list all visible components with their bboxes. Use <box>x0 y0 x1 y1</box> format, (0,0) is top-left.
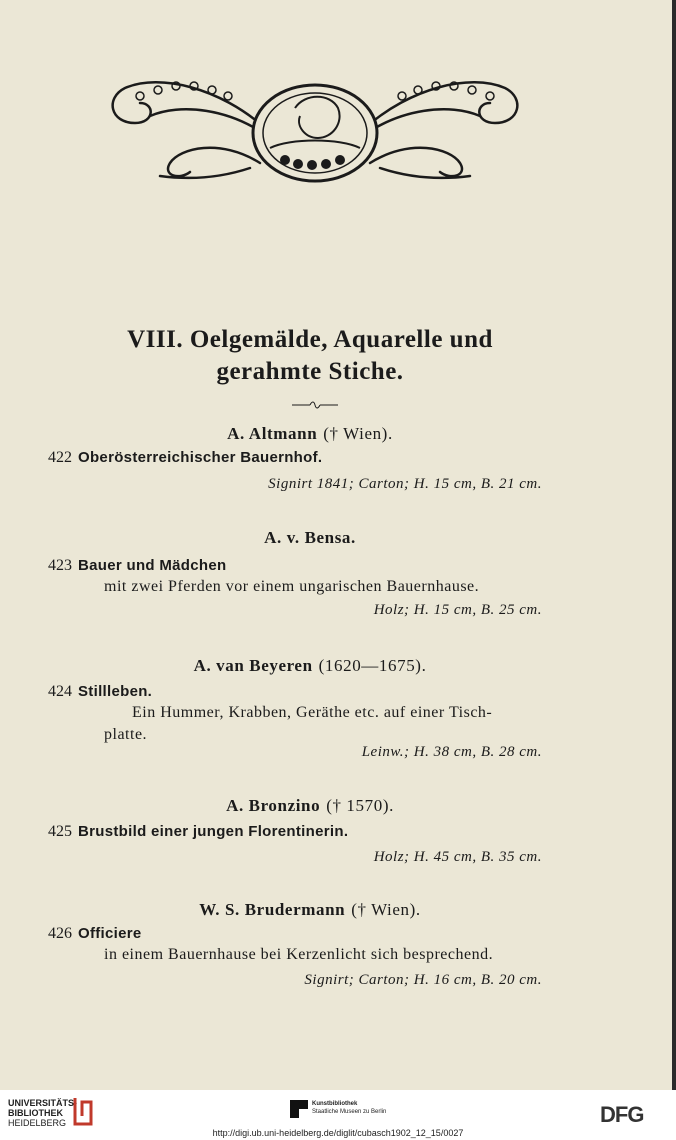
artist-dates: († Wien). <box>323 424 393 443</box>
lot-entry <box>48 924 142 943</box>
lot-description-continued: platte. <box>104 726 148 743</box>
digitization-footer <box>0 1092 676 1140</box>
kunstbibliothek-label[interactable]: Kunstbibliothek Staatliche Museen zu Berlin <box>312 1101 387 1115</box>
lot-number: 426 <box>48 925 72 942</box>
ornament-vignette-icon <box>100 68 530 188</box>
artist-dates: (1620—1675). <box>318 656 427 675</box>
artist-heading <box>0 900 620 920</box>
lot-title: Bauer und Mädchen <box>78 557 227 574</box>
lot-details: Signirt 1841; Carton; H. 15 cm, B. 21 cm. <box>268 476 542 492</box>
artist-name: A. v. Bensa. <box>264 528 356 547</box>
university-library-logo[interactable]: UNIVERSITÄTS- BIBLIOTHEK HEIDELBERG <box>8 1098 78 1128</box>
lot-description: in einem Bauernhause bei Kerzenlicht sich besprechend. <box>104 946 494 963</box>
artist-heading <box>0 796 620 816</box>
lot-number: 425 <box>48 823 72 840</box>
kunstbibliothek-logo-icon <box>290 1100 308 1118</box>
artist-heading <box>0 656 620 676</box>
lot-number: 424 <box>48 683 72 700</box>
lot-details: Leinw.; H. 38 cm, B. 28 cm. <box>361 744 542 760</box>
lot-title: Officiere <box>78 925 142 942</box>
permalink-url[interactable]: http://digi.ub.uni-heidelberg.de/diglit/cubasch1902_12_15/0027 <box>212 1128 464 1138</box>
lot-title: Stillleben. <box>78 683 153 700</box>
artist-name: A. van Beyeren <box>193 656 313 675</box>
lot-title: Brustbild einer jungen Florentinerin. <box>78 823 349 840</box>
lot-entry <box>48 448 322 467</box>
lot-number: 422 <box>48 449 72 466</box>
lot-entry <box>48 682 152 701</box>
artist-name: W. S. Brudermann <box>199 900 346 919</box>
lot-entry <box>48 556 226 575</box>
lot-details: Holz; H. 45 cm, B. 35 cm. <box>373 849 542 865</box>
artist-dates: († 1570). <box>326 796 394 815</box>
section-title-continued: gerahmte Stiche. <box>216 358 404 385</box>
heidelberg-library-icon <box>72 1096 94 1126</box>
lot-number: 423 <box>48 557 72 574</box>
lot-details: Signirt; Carton; H. 16 cm, B. 20 cm. <box>304 972 542 988</box>
artist-dates: († Wien). <box>351 900 421 919</box>
divider-flourish-icon <box>290 400 340 410</box>
artist-name: A. Bronzino <box>226 796 321 815</box>
lot-description: mit zwei Pferden vor einem ungarischen Bauernhause. <box>104 578 480 595</box>
lot-details: Holz; H. 15 cm, B. 25 cm. <box>373 602 542 618</box>
artist-name: A. Altmann <box>227 424 318 443</box>
dfg-logo[interactable]: DFG <box>600 1102 644 1127</box>
lot-entry <box>48 822 348 841</box>
artist-heading <box>0 424 620 444</box>
artist-heading <box>0 528 620 548</box>
lot-description: Ein Hummer, Krabben, Geräthe etc. auf einer Tisch- <box>132 704 493 721</box>
section-title: VIII. Oelgemälde, Aquarelle und <box>127 326 493 353</box>
lot-title: Oberösterreichischer Bauernhof. <box>78 449 323 466</box>
